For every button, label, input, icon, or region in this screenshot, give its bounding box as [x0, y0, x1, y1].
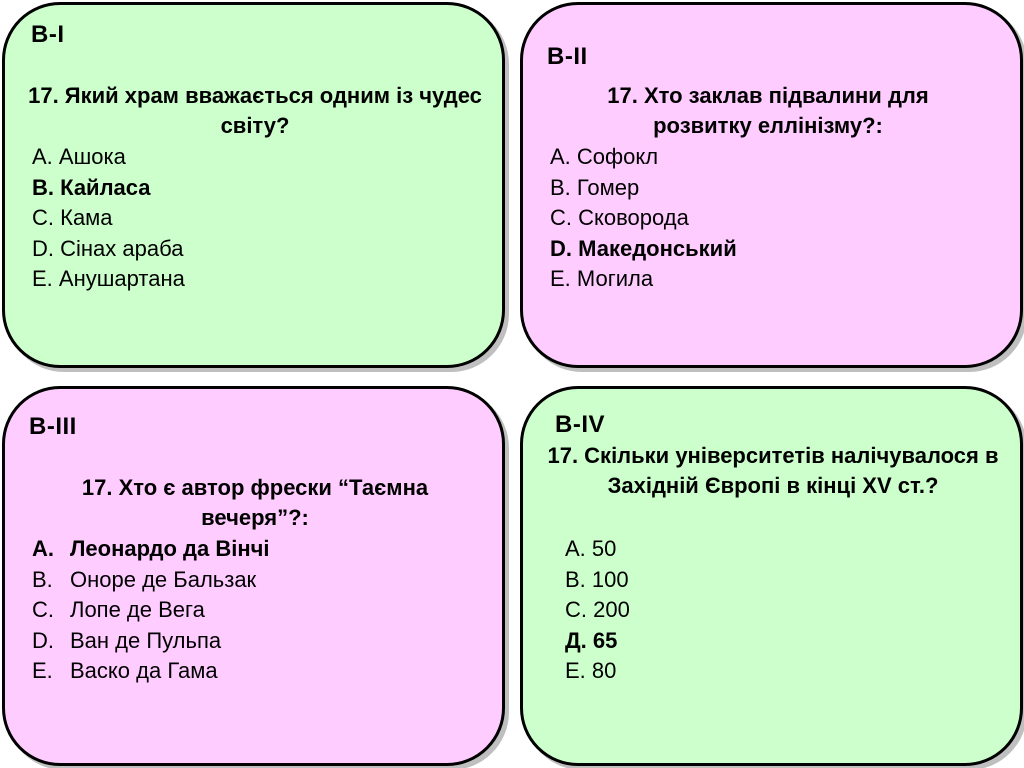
question-text: 17. Скільки університетів налічувалося в Західній Європі в кінці XV ст.? [547, 443, 999, 498]
answer-text: 80 [591, 658, 617, 683]
answer-text: Оноре де Бальзак [70, 566, 257, 592]
answer-letter: C. [32, 597, 54, 622]
answer-text: Могила [576, 266, 654, 291]
answer-text: Ван де Пульпа [70, 627, 222, 653]
answer-letter: A. [32, 536, 54, 561]
answer-letter: E. [32, 658, 53, 683]
answer-text: Сковорода [578, 205, 689, 230]
variant-label: В-І [31, 21, 65, 48]
answer-letter: D. [32, 235, 54, 261]
answer-letter: А. [550, 144, 571, 169]
question-text: 17. Який храм вважається одним із чудес світу? [28, 83, 482, 138]
quiz-card-variant-1 [2, 2, 505, 368]
answer-letter: D. [32, 627, 54, 653]
answer-option [32, 203, 185, 234]
answer-text: Софокл [576, 144, 659, 169]
answer-letter: А. [32, 144, 53, 169]
answer-option [32, 142, 185, 173]
answer-letter: Д. [565, 627, 587, 653]
answer-letter: С. [565, 597, 587, 622]
answer-list [32, 534, 270, 687]
answer-option-correct [32, 534, 270, 565]
answer-list [565, 534, 630, 687]
answer-text: Васко да Гама [70, 658, 218, 683]
answer-letter: В. [550, 174, 571, 200]
question-text: 17. Хто є автор фрески “Таємна вечеря”?: [81, 475, 429, 530]
answer-option [565, 534, 630, 565]
quiz-card-variant-2 [520, 2, 1023, 368]
variant-label: В-ІІІ [29, 413, 77, 440]
answer-text: Кама [60, 205, 113, 230]
answer-option [32, 595, 270, 626]
answer-letter: Е. [32, 266, 53, 291]
quiz-card-variant-4 [520, 386, 1023, 766]
answer-option-correct [32, 173, 185, 204]
answer-letter: Е. [550, 266, 571, 291]
answer-text: 65 [592, 627, 618, 653]
answer-text: Лопе де Вега [70, 597, 205, 622]
answer-option [32, 234, 185, 265]
variant-label: В-ІV [555, 411, 605, 438]
answer-option [565, 656, 630, 687]
answer-option-correct [565, 626, 630, 657]
answer-option [32, 656, 270, 687]
answer-text: Кайласа [60, 174, 151, 200]
answer-letter: С. [32, 205, 54, 230]
answer-text: 100 [591, 566, 629, 592]
answer-text: Сінах араба [60, 235, 184, 261]
answer-option [565, 565, 630, 596]
answer-option [550, 173, 737, 204]
answer-letter: В. [565, 566, 586, 592]
question-text: 17. Хто заклав підвалини для розвитку еллінізму?: [607, 83, 929, 138]
answer-option [550, 264, 737, 295]
answer-list [550, 142, 737, 295]
answer-letter: B. [32, 566, 53, 592]
answer-option [550, 203, 737, 234]
answer-list [32, 142, 185, 295]
answer-letter: С. [550, 205, 572, 230]
quiz-card-variant-3 [2, 386, 505, 766]
answer-text: Анушартана [58, 266, 185, 291]
answer-letter: D. [550, 235, 572, 261]
answer-option-correct [550, 234, 737, 265]
answer-text: Македонський [578, 235, 737, 261]
answer-option [565, 595, 630, 626]
answer-letter: Е. [565, 658, 586, 683]
answer-option [550, 142, 737, 173]
answer-option [32, 264, 185, 295]
variant-label: В-ІІ [547, 43, 588, 70]
answer-text: Леонардо да Вінчі [70, 536, 270, 561]
answer-text: Ашока [58, 144, 126, 169]
answer-option [32, 565, 270, 596]
answer-text: 50 [591, 536, 617, 561]
answer-text: 200 [593, 597, 630, 622]
answer-option [32, 626, 270, 657]
answer-text: Гомер [576, 174, 640, 200]
answer-letter: А. [565, 536, 586, 561]
answer-letter: В. [32, 174, 54, 200]
